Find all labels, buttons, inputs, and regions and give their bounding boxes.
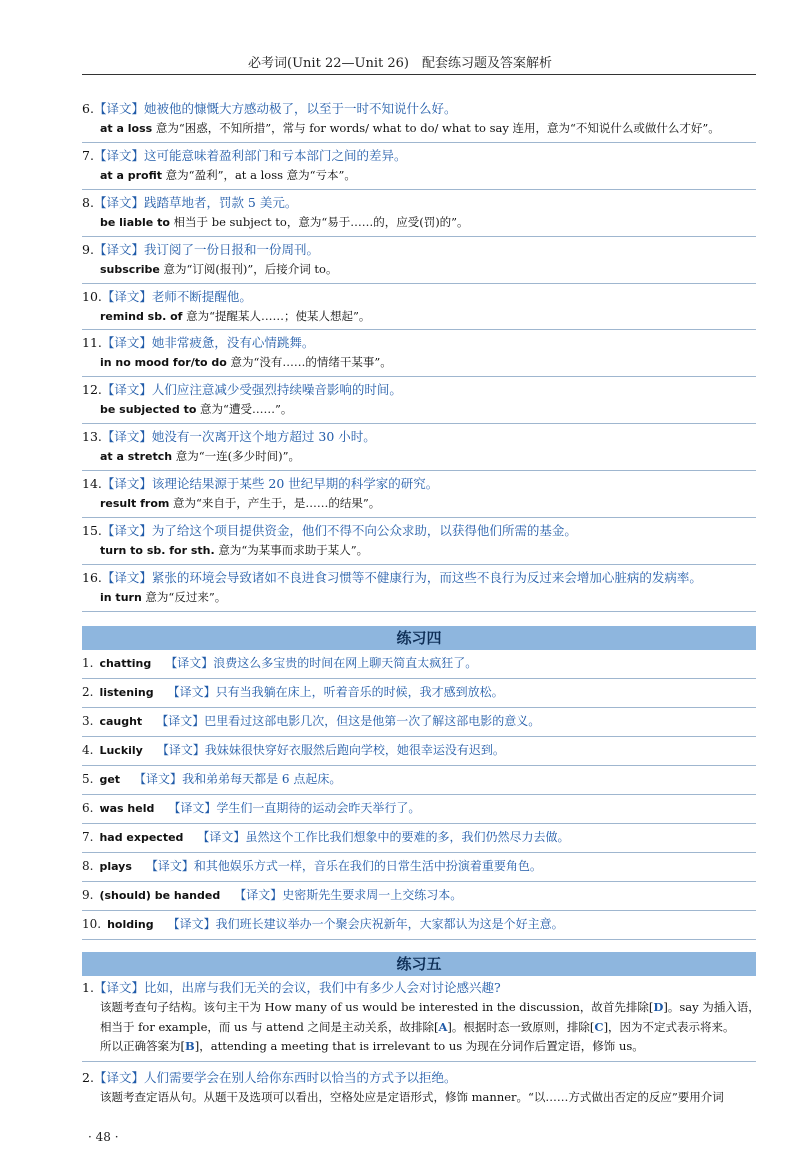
explanation: 意为“提醒某人……；使某人想起”。 xyxy=(182,308,371,323)
explanation: 意为“一连(多少时间)”。 xyxy=(172,449,300,464)
term: be liable to xyxy=(100,215,170,229)
analysis-text: 该题考查定语从句。从题干及选项可以看出，空格处应是定语形式，修饰 manner。“以……方式做出否定的反应”要用介词 xyxy=(100,1089,724,1104)
translation-text: 只有当我躺在床上，听着音乐的时候，我才感到放松。 xyxy=(215,685,504,699)
row-number: 4. xyxy=(82,743,94,757)
translation-tag: 【译文】 xyxy=(165,656,214,670)
item-number: 11. xyxy=(82,335,102,351)
term: in turn xyxy=(100,590,142,604)
translation-tag: 【译文】 xyxy=(93,241,144,257)
answer: plays xyxy=(99,860,132,873)
translation-tag: 【译文】 xyxy=(93,1069,144,1085)
item-number: 16. xyxy=(82,569,102,585)
answer: listening xyxy=(99,686,154,699)
explanation: 意为“困惑，不知所措”，常与 for words/ what to do/ what to say 连用，意为“不知说什么或做什么才好”。 xyxy=(152,121,720,135)
analysis-text: 相当于 for example，而 us 与 attend 之间是主动关系，故排除[ xyxy=(100,1019,439,1034)
translation-text: 她没有一次离开这个地方超过 30 小时。 xyxy=(151,429,376,445)
explanation: 意为“盈利”，at a loss 意为“亏本”。 xyxy=(162,167,356,182)
translation-text: 学生们一直期待的运动会昨天举行了。 xyxy=(216,801,421,815)
answer: (should) be handed xyxy=(99,889,221,902)
translation-tag: 【译文】 xyxy=(101,382,152,398)
row-number: 7. xyxy=(82,830,94,844)
term: in no mood for/to do xyxy=(100,356,227,370)
row-number: 5. xyxy=(82,772,94,786)
translation-text: 人们需要学会在别人给你东西时以恰当的方式予以拒绝。 xyxy=(143,1069,457,1085)
option-letter: B xyxy=(185,1039,195,1053)
explanation: 意为“没有……的情绪干某事”。 xyxy=(226,355,392,370)
translation-tag: 【译文】 xyxy=(168,801,217,815)
translation-tag: 【译文】 xyxy=(197,830,246,844)
answer: holding xyxy=(107,918,154,931)
translation-tag: 【译文】 xyxy=(93,980,144,995)
table-row xyxy=(82,911,756,940)
list-item xyxy=(82,96,756,143)
translation-text: 她非常疲惫，没有心情跳舞。 xyxy=(151,335,315,351)
list-item xyxy=(82,1068,756,1112)
answer: chatting xyxy=(99,657,152,670)
translation-text: 为了给这个项目提供资金，他们不得不向公众求助，以获得他们所需的基金。 xyxy=(151,523,577,539)
table-row xyxy=(82,882,756,911)
row-number: 10. xyxy=(82,917,102,931)
option-letter: C xyxy=(594,1019,604,1034)
translation-tag: 【译文】 xyxy=(167,917,216,931)
explanation: 意为“来自于，产生于，是……的结果”。 xyxy=(169,496,381,511)
analysis-text: ]，因为不定式表示将来。 xyxy=(603,1019,735,1034)
table-row xyxy=(82,824,756,853)
translation-text: 我订阅了一份日报和一份周刊。 xyxy=(143,241,319,257)
item-number: 13. xyxy=(82,429,102,445)
item-number: 1. xyxy=(82,980,94,995)
list-item xyxy=(82,284,756,331)
translation-tag: 【译文】 xyxy=(101,523,152,539)
analysis-text: 该题考查句子结构。该句主干为 How many of us would be interested in the discussion，故首先排除[ xyxy=(100,1000,654,1014)
translation-tag: 【译文】 xyxy=(101,569,152,585)
row-number: 2. xyxy=(82,685,94,699)
explanation: 相当于 be subject to，意为“易于……的，应受(罚)的”。 xyxy=(169,214,469,229)
page-header: 必考词(Unit 22—Unit 26) 配套练习题及答案解析 xyxy=(248,56,552,71)
analysis-text: ]。根据时态一致原则，排除[ xyxy=(447,1019,595,1034)
term: turn to sb. for sth. xyxy=(100,544,215,558)
translation-text: 浪费这么多宝贵的时间在网上聊天简直太疯狂了。 xyxy=(213,656,478,670)
translation-text: 人们应注意减少受强烈持续噪音影响的时间。 xyxy=(151,382,402,398)
section-title-exercise-4: 练习四 xyxy=(82,626,756,650)
answer: Luckily xyxy=(99,744,143,757)
translation-text: 我妹妹很快穿好衣服然后跑向学校，她很幸运没有迟到。 xyxy=(204,743,505,757)
row-number: 8. xyxy=(82,859,94,873)
translation-tag: 【译文】 xyxy=(101,476,152,492)
table-row xyxy=(82,737,756,766)
translation-tag: 【译文】 xyxy=(167,685,216,699)
translation-tag: 【译文】 xyxy=(93,147,144,163)
item-number: 15. xyxy=(82,523,102,539)
row-number: 3. xyxy=(82,714,94,728)
translation-items xyxy=(82,96,756,612)
translation-text: 她被他的慷慨大方感动极了，以至于一时不知说什么好。 xyxy=(143,101,457,116)
list-item xyxy=(82,424,756,471)
table-row xyxy=(82,650,756,679)
translation-tag: 【译文】 xyxy=(234,888,283,902)
term: at a stretch xyxy=(100,450,173,464)
table-row xyxy=(82,679,756,708)
analysis-text: ]，attending a meeting that is irrelevant to us 为现在分词作后置定语，修饰 us。 xyxy=(194,1039,644,1053)
translation-tag: 【译文】 xyxy=(101,429,152,445)
term: be subjected to xyxy=(100,403,197,417)
translation-text: 这可能意味着盈利部门和亏本部门之间的差异。 xyxy=(143,147,407,163)
translation-tag: 【译文】 xyxy=(156,714,205,728)
answer: had expected xyxy=(99,831,184,844)
translation-text: 我和弟弟每天都是 6 点起床。 xyxy=(182,772,342,786)
list-item xyxy=(82,978,760,1062)
explanation: 意为“反过来”。 xyxy=(141,589,227,604)
item-number: 6. xyxy=(82,101,94,116)
answer: caught xyxy=(99,715,143,728)
explanation: 意为“遭受……”。 xyxy=(196,402,293,417)
translation-text: 老师不断提醒他。 xyxy=(151,288,252,304)
translation-tag: 【译文】 xyxy=(93,194,144,210)
term: at a loss xyxy=(100,122,153,135)
translation-tag: 【译文】 xyxy=(134,772,183,786)
exercise-4-list xyxy=(82,650,756,940)
page-number: · 48 · xyxy=(88,1130,119,1144)
analysis-text: ]。say 为插入语， xyxy=(663,1000,760,1014)
row-number: 9. xyxy=(82,888,94,902)
term: subscribe xyxy=(100,262,160,276)
translation-tag: 【译文】 xyxy=(101,288,152,304)
list-item xyxy=(82,565,756,612)
section-title-exercise-5: 练习五 xyxy=(82,952,756,976)
translation-text: 我们班长建议举办一个聚会庆祝新年，大家都认为这是个好主意。 xyxy=(215,917,564,931)
list-item xyxy=(82,518,756,565)
table-row xyxy=(82,708,756,737)
item-number: 12. xyxy=(82,382,102,398)
list-item xyxy=(82,471,756,518)
option-letter: A xyxy=(438,1019,448,1034)
exercise-5-list xyxy=(82,978,760,1117)
list-item xyxy=(82,330,756,377)
table-row xyxy=(82,853,756,882)
translation-text: 史密斯先生要求周一上交练习本。 xyxy=(282,888,463,902)
translation-text: 紧张的环境会导致诸如不良进食习惯等不健康行为，而这些不良行为反过来会增加心脏病的发病率。 xyxy=(151,569,702,585)
list-item xyxy=(82,190,756,237)
term: at a profit xyxy=(100,168,163,182)
option-letter: D xyxy=(653,1000,664,1014)
analysis-text: 所以正确答案为[ xyxy=(100,1039,185,1053)
translation-tag: 【译文】 xyxy=(156,743,205,757)
list-item xyxy=(82,377,756,424)
term: remind sb. of xyxy=(100,309,183,323)
translation-tag: 【译文】 xyxy=(145,859,194,873)
row-number: 6. xyxy=(82,801,94,815)
answer: was held xyxy=(99,802,155,815)
translation-tag: 【译文】 xyxy=(101,335,152,351)
list-item xyxy=(82,143,756,190)
term: result from xyxy=(100,497,170,511)
item-number: 8. xyxy=(82,194,94,210)
list-item xyxy=(82,237,756,284)
translation-text: 和其他娱乐方式一样，音乐在我们的日常生活中扮演着重要角色。 xyxy=(193,859,542,873)
explanation: 意为“订阅(报刊)”，后接介词 to。 xyxy=(159,261,338,276)
translation-text: 该理论结果源于某些 20 世纪早期的科学家的研究。 xyxy=(151,476,439,492)
translation-tag: 【译文】 xyxy=(93,101,144,116)
translation-text: 虽然这个工作比我们想象中的要难的多，我们仍然尽力去做。 xyxy=(245,830,570,844)
translation-text: 巴里看过这部电影几次，但这是他第一次了解这部电影的意义。 xyxy=(204,714,541,728)
item-number: 10. xyxy=(82,288,102,304)
explanation: 意为“为某事而求助于某人”。 xyxy=(214,543,369,558)
table-row xyxy=(82,795,756,824)
row-number: 1. xyxy=(82,656,94,670)
table-row xyxy=(82,766,756,795)
item-number: 9. xyxy=(82,241,94,257)
answer: get xyxy=(99,773,121,786)
header-rule xyxy=(82,74,756,75)
item-number: 14. xyxy=(82,476,102,492)
translation-text: 比如，出席与我们无关的会议，我们中有多少人会对讨论感兴趣? xyxy=(143,980,501,995)
item-number: 2. xyxy=(82,1069,94,1085)
translation-text: 践踏草地者，罚款 5 美元。 xyxy=(143,194,298,210)
item-number: 7. xyxy=(82,147,94,163)
